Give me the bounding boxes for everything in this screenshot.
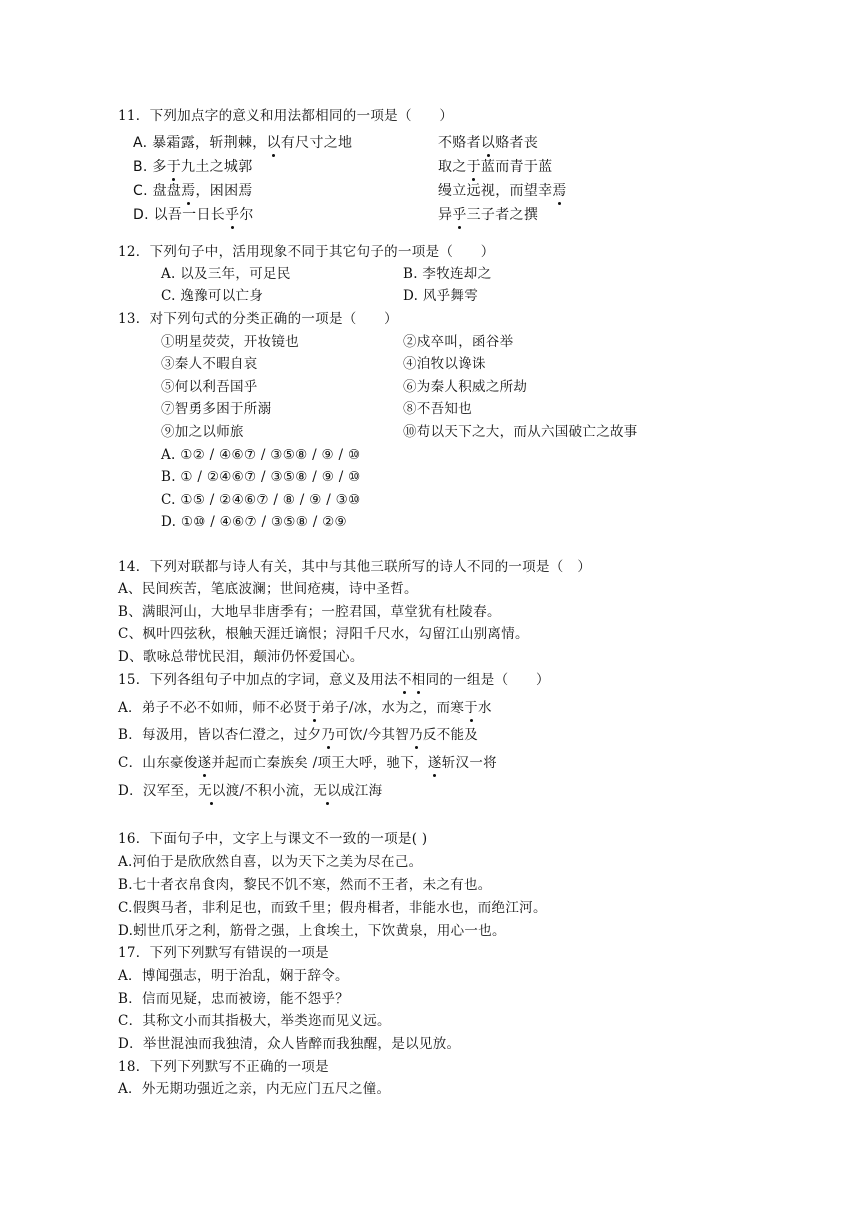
q13-choice-a: A. ①② / ④⑥⑦ / ③⑤⑧ / ⑨ / ⑩ bbox=[161, 447, 361, 463]
q17-option-b: B．信而见疑，忠而被谤，能不怨乎？ bbox=[118, 991, 350, 1007]
emphasis-dot-char: 以 bbox=[266, 135, 281, 151]
q13-item: ①明星荧荧，开妆镜也 bbox=[161, 334, 299, 350]
q12-option-d: D. 风乎舞雩 bbox=[403, 288, 479, 304]
q17-stem: 17．下列下列默写有错误的一项是 bbox=[118, 945, 329, 961]
q13-choice-c: C. ①⑤ / ②④⑥⑦ / ⑧ / ⑨ / ③⑩ bbox=[161, 492, 361, 508]
q12-option-b: B. 李牧连却之 bbox=[403, 266, 492, 282]
q15-option-d: D．汉军至，无以渡/不积小流，无以成江海 bbox=[118, 783, 383, 799]
emphasis-dot-char: 于 bbox=[166, 159, 182, 175]
q13-item: ⑧不吾知也 bbox=[403, 401, 472, 417]
q17-option-c: C．其称文小而其指极大，举类迩而见义远。 bbox=[118, 1013, 391, 1029]
q11-stem: 11．下列加点字的意义和用法都相同的一项是（ ） bbox=[118, 108, 454, 124]
q11-option-d-left: D. 以吾一日长乎尔 bbox=[133, 207, 254, 223]
emphasis-dot-char: 乎 bbox=[452, 207, 467, 223]
q15-stem: 15．下列各组句子中加点的字词，意义及用法不相同的一组是（ ） bbox=[118, 672, 550, 688]
emphasis-dot-char: 遂 bbox=[197, 755, 212, 771]
q14-stem: 14．下列对联都与诗人有关，其中与其他三联所写的诗人不同的一项是（ ） bbox=[118, 559, 592, 575]
q11-option-c-right: 缦立远视，而望幸焉 bbox=[438, 183, 567, 199]
emphasis-dot-char: 乃 bbox=[409, 727, 423, 743]
q16-option-a: A.河伯于是欣欣然自喜，以为天下之美为尽在己。 bbox=[118, 854, 423, 870]
emphasis-dot-char: 乎 bbox=[225, 207, 240, 223]
q14-option-b: B、满眼河山，大地早非唐季有；一腔君国，草堂犹有杜陵春。 bbox=[118, 604, 501, 620]
q11-option-c-left: C. 盘盘焉，困困焉 bbox=[133, 183, 253, 199]
emphasis-dot-char: 于 bbox=[464, 700, 478, 716]
q15-option-a: A．弟子不必不如师，师不必贤于弟子/冰，水为之，而寒于水 bbox=[118, 700, 492, 716]
q13-item: ⑩苟以天下之大，而从六国破亡之故事 bbox=[403, 424, 638, 440]
emphasis-dot-char: 不 bbox=[397, 672, 412, 688]
q13-choice-b: B. ① / ②④⑥⑦ / ③⑤⑧ / ⑨ / ⑩ bbox=[161, 469, 361, 485]
emphasis-dot-char: 乃 bbox=[321, 727, 336, 743]
q12-option-c: C. 逸豫可以亡身 bbox=[161, 288, 264, 304]
q13-item: ⑤何以利吾国乎 bbox=[161, 379, 258, 395]
q12-option-a: A. 以及三年，可足民 bbox=[161, 266, 291, 282]
q11-option-b-right: 取之于蓝而青于蓝 bbox=[438, 159, 553, 175]
q13-item: ⑨加之以师旅 bbox=[161, 424, 244, 440]
q15-option-b: B．每汲用，皆以杏仁澄之，过夕乃可饮/今其智乃反不能及 bbox=[118, 727, 479, 743]
q14-option-d: D、歌咏总带忧民泪，颠沛仍怀爱国心。 bbox=[118, 649, 364, 665]
q13-item: ⑥为秦人积威之所劫 bbox=[403, 379, 528, 395]
q11-option-b-left: B. 多于九土之城郭 bbox=[133, 159, 253, 175]
emphasis-dot-char: 焉 bbox=[552, 183, 567, 199]
q13-item: ④洎牧以谗诛 bbox=[403, 356, 486, 372]
q13-item: ②戍卒叫，函谷举 bbox=[403, 334, 514, 350]
q17-option-d: D．举世混浊而我独清，众人皆醉而我独醒，是以见放。 bbox=[118, 1036, 461, 1052]
q18-stem: 18．下列下列默写不正确的一项是 bbox=[118, 1059, 329, 1075]
q16-stem: 16．下面句子中，文字上与课文不一致的一项是( ) bbox=[118, 831, 428, 847]
q17-option-a: A．博闻强志，明于治乱，娴于辞令。 bbox=[118, 968, 349, 984]
q11-option-d-right: 异乎三子者之撰 bbox=[438, 207, 539, 223]
emphasis-dot-char: 于 bbox=[466, 159, 481, 175]
emphasis-dot-char: 相 bbox=[411, 672, 426, 688]
q18-option-a: A．外无期功强近之亲，内无应门五尺之僮。 bbox=[118, 1081, 391, 1097]
q13-item: ③秦人不暇自哀 bbox=[161, 356, 258, 372]
q15-option-c: C．山东豪俊遂并起而亡秦族矣 /项王大呼，驰下，遂斩汉一将 bbox=[118, 755, 497, 771]
emphasis-dot-char: 于 bbox=[307, 700, 322, 716]
q16-option-c: C.假舆马者，非利足也，而致千里；假舟楫者，非能水也，而绝江河。 bbox=[118, 900, 547, 916]
emphasis-dot-char: 遂 bbox=[427, 755, 442, 771]
q14-option-a: A、民间疾苦，笔底波澜；世间疮痍，诗中圣哲。 bbox=[118, 581, 418, 597]
q11-option-a-right: 不赂者以赂者丧 bbox=[438, 135, 539, 151]
q11-option-a-left: A. 暴霜露，斩荆棘，以有尺寸之地 bbox=[133, 135, 353, 151]
q13-stem: 13．对下列句式的分类正确的一项是（ ） bbox=[118, 311, 398, 327]
emphasis-dot-char: 焉 bbox=[181, 183, 196, 199]
emphasis-dot-char: 无以 bbox=[198, 783, 226, 799]
q14-option-c: C、枫叶四弦秋，根触天涯迁谪恨；浔阳千尺水，勾留江山别离情。 bbox=[118, 626, 529, 642]
q12-stem: 12．下列句子中，活用现象不同于其它句子的一项是（ ） bbox=[118, 244, 495, 260]
q16-option-d: D.蚓世爪牙之利，筋骨之强，上食埃土，下饮黄泉，用心一也。 bbox=[118, 923, 506, 939]
q13-item: ⑦智勇多困于所溺 bbox=[161, 401, 272, 417]
q16-option-b: B.七十者衣帛食肉，黎民不饥不寒，然而不王者，未之有也。 bbox=[118, 877, 492, 893]
emphasis-dot-char: 以 bbox=[480, 135, 496, 151]
emphasis-dot-char: 无以 bbox=[313, 783, 341, 799]
q13-choice-d: D. ①⑩ / ④⑥⑦ / ③⑤⑧ / ②⑨ bbox=[161, 514, 347, 530]
